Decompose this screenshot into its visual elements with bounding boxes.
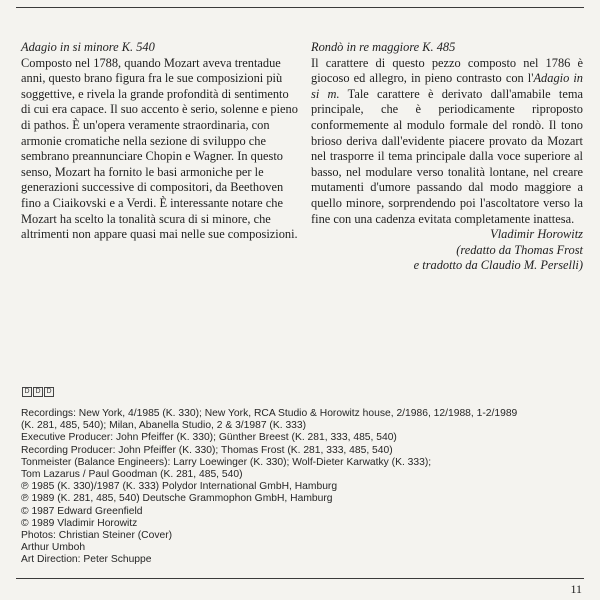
rondo-text-part1: Il carattere di questo pezzo composto nel 1786 è giocoso ed allegro, in pieno contrasto con l' <box>311 55 583 86</box>
adagio-essay-text: Composto nel 1788, quando Mozart aveva trentadue anni, questo brano figura fra le sue composizioni più soggettive, e rivela la grande profondità di sentimento di cui era capace. Il suo accento è serio, solenne e pieno di pathos. È un'opera veramente straordinaria, con armonie cromatiche nella sezione di sviluppo che sembrano preannunciare Chopin e Wagner. In questo senso, Mozart ha fornito le basi armoniche per le generazioni successive di compositori, da Beethoven fino a Ciaikovski e a Verdi. È interessante notare che Mozart ha scelto la tonalità scura di si minore, che altrimenti non appare quasi mai nelle sue composizioni. <box>21 55 298 242</box>
ddd-letter-2: D <box>33 387 43 397</box>
credit-line: Recordings: New York, 4/1985 (K. 330); New York, RCA Studio & Horowitz house, 2/1986, 12/1988, 1-2/1989 <box>21 408 518 419</box>
adagio-essay <box>21 40 299 243</box>
translator-credit: e tradotto da Claudio M. Perselli) <box>413 258 583 273</box>
author-name: Vladimir Horowitz <box>490 227 583 242</box>
bottom-rule <box>16 578 584 579</box>
credit-line: Recording Producer: John Pfeiffer (K. 330); Thomas Frost (K. 281, 333, 485, 540) <box>21 444 393 456</box>
rondo-essay-title: Rondò in re maggiore K. 485 <box>311 40 456 54</box>
rondo-essay-text <box>311 56 583 228</box>
ddd-badge <box>22 387 54 397</box>
credit-line: Photos: Christian Steiner (Cover) <box>21 530 173 542</box>
page-number: 11 <box>570 582 582 596</box>
ddd-letter-1: D <box>22 387 32 397</box>
credit-line: Tom Lazarus / Paul Goodman (K. 281, 485, 540) <box>21 469 243 481</box>
recording-credits <box>21 408 586 567</box>
editor-credit: (redatto da Thomas Frost <box>456 242 583 257</box>
top-rule <box>16 7 584 8</box>
credit-line: Arthur Umboh <box>21 542 86 554</box>
credit-line: ℗ 1985 (K. 330)/1987 (K. 333) Polydor International GmbH, Hamburg <box>21 481 338 493</box>
rondo-essay <box>311 40 583 274</box>
credit-line: (K. 281, 485, 540); Milan, Abanella Studio, 2 & 3/1987 (K. 333) <box>21 420 307 432</box>
credit-line: Tonmeister (Balance Engineers): Larry Loewinger (K. 330); Wolf-Dieter Karwatky (K. 333); <box>21 456 432 468</box>
signature <box>311 227 583 243</box>
rondo-text-italic: Adagio in si m. <box>311 71 583 101</box>
adagio-essay-title: Adagio in si minore K. 540 <box>21 40 155 54</box>
credit-line: Art Direction: Peter Schuppe <box>21 554 152 566</box>
rondo-essay-body <box>311 56 583 228</box>
credit-line: ℗ 1989 (K. 281, 485, 540) Deutsche Grammophon GmbH, Hamburg <box>21 493 333 505</box>
adagio-essay-body <box>21 56 299 243</box>
credit-line: © 1987 Edward Greenfield <box>21 505 143 517</box>
ddd-letter-3: D <box>44 387 54 397</box>
rondo-text-part2: Tale carattere è derivato dall'amabile tema principale, che è periodicamente riproposto conformemente al modulo formale del rondò. Il tono brioso deriva dall'evidente piacere provato da Mozart nel trasporre il tema principale dalla voce superiore al basso, nel modulare verso tonalità lontane, nel creare mutamenti d'umore passando dal modo maggiore a quello minore, sorprendendo poi l'ascoltatore verso la fine con una cadenza evitata completamente inattesa. <box>311 86 583 226</box>
credit-line: Executive Producer: John Pfeiffer (K. 330); Günther Breest (K. 281, 333, 485, 540) <box>21 432 397 444</box>
credit-line: © 1989 Vladimir Horowitz <box>21 517 138 529</box>
